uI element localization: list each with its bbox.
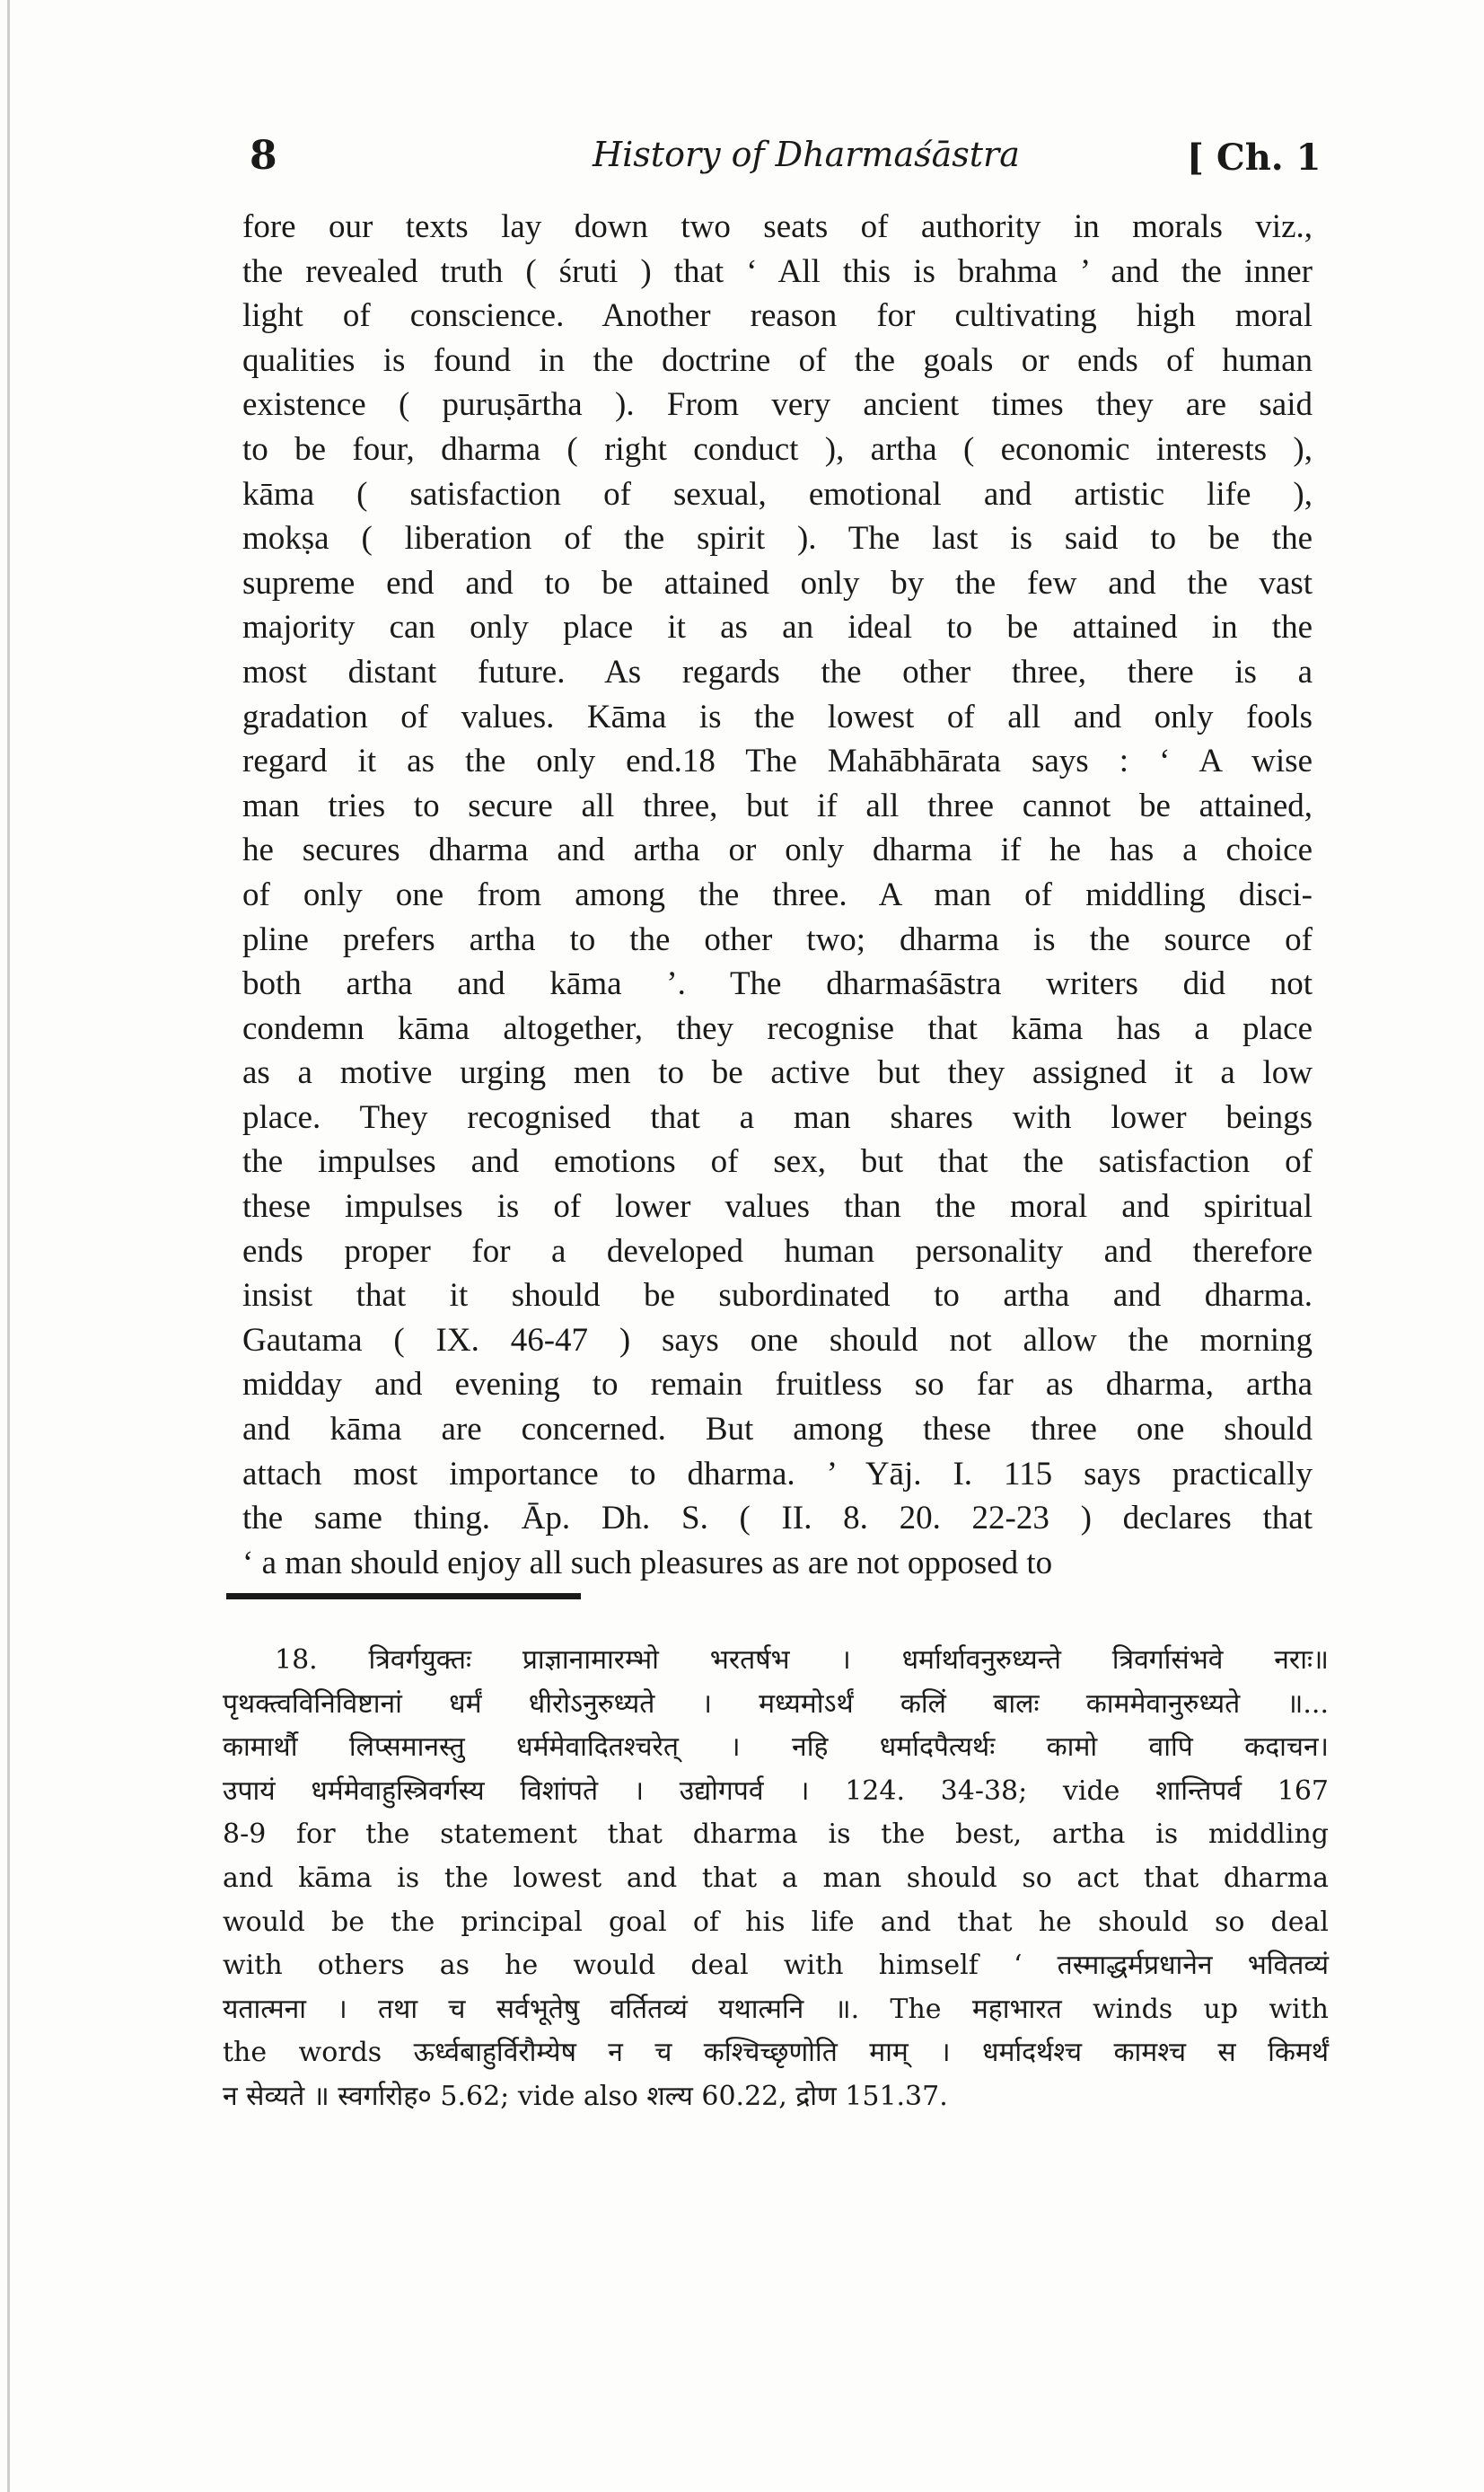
body-line: mokṣa ( liberation of the spirit ). The last is said to be the xyxy=(242,520,1313,558)
body-line: supreme end and to be attained only by the few and the vast xyxy=(242,564,1313,602)
body-line: the same thing. Āp. Dh. S. ( II. 8. 20. 22-23 ) declares that xyxy=(242,1500,1313,1537)
body-line: midday and evening to remain fruitless so far as dharma, artha xyxy=(242,1366,1313,1404)
footnote-line: 18. त्रिवर्गयुक्तः प्राज्ञानामारम्भो भरतर्षभ । धर्मार्थावनुरुध्यन्ते त्रिवर्गासंभवे नराः॥ xyxy=(275,1644,1329,1676)
body-line: condemn kāma altogether, they recognise that kāma has a place xyxy=(242,1009,1313,1047)
body-line: attach most importance to dharma. ’ Yāj. I. 115 says practically xyxy=(242,1455,1313,1493)
body-line: and kāma are concerned. But among these three one should xyxy=(242,1411,1313,1449)
footnote-line: 8-9 for the statement that dharma is the best, artha is middling xyxy=(223,1818,1329,1851)
footnote-line: न सेव्यते ॥ स्वर्गारोह० 5.62; vide also शल्य 60.22, द्रोण 151.37. xyxy=(223,2080,948,2112)
body-line: the impulses and emotions of sex, but that the satisfaction of xyxy=(242,1143,1313,1181)
body-line: these impulses is of lower values than the moral and spiritual xyxy=(242,1188,1313,1226)
footnote-line: यतात्मना । तथा च सर्वभूतेषु वर्तितव्यं यथात्मनि ॥. The महाभारत winds up with xyxy=(223,1993,1329,2025)
body-line: pline prefers artha to the other two; dharma is the source of xyxy=(242,920,1313,958)
body-line: he secures dharma and artha or only dharma if he has a choice xyxy=(242,832,1313,869)
body-line: light of conscience. Another reason for cultivating high moral xyxy=(242,297,1313,335)
body-line: ‘ a man should enjoy all such pleasures as are not opposed to xyxy=(242,1544,1053,1581)
footnote xyxy=(223,1639,1329,2119)
page-number: 8 xyxy=(250,133,277,179)
body-line: Gautama ( IX. 46-47 ) says one should not allow the morning xyxy=(242,1321,1313,1359)
footnote-line: and kāma is the lowest and that a man should so act that dharma xyxy=(223,1862,1329,1894)
body-line: man tries to secure all three, but if all three cannot be attained, xyxy=(242,787,1313,824)
body-line: the revealed truth ( śruti ) that ‘ All this is brahma ’ and the inner xyxy=(242,252,1313,290)
footnote-line: with others as he would deal with himself ‘ तस्माद्धर्मप्रधानेन भवितव्यं xyxy=(223,1950,1329,1982)
running-title: History of Dharmaśāstra xyxy=(593,135,1020,174)
footnote-line: कामार्थौ लिप्समानस्तु धर्ममेवादितश्चरेत् । नहि धर्मादपैत्यर्थः कामो वापि कदाचन। xyxy=(223,1731,1329,1764)
body-line: kāma ( satisfaction of sexual, emotional and artistic life ), xyxy=(242,475,1313,513)
body-line: existence ( puruṣārtha ). From very ancient times they are said xyxy=(242,386,1313,424)
footnote-line: पृथक्त्वविनिविष्टानां धर्मं धीरोऽनुरुध्यते । मध्यमोऽर्थं कलिं बालः काममेवानुरुध्यते ॥... xyxy=(223,1687,1329,1720)
body-line: regard it as the only end.18 The Mahābhārata says : ‘ A wise xyxy=(242,743,1313,780)
body-line: of only one from among the three. A man of middling disci- xyxy=(242,876,1313,913)
page-header xyxy=(0,133,1484,187)
body-line: most distant future. As regards the other three, there is a xyxy=(242,653,1313,691)
body-line: fore our texts lay down two seats of authority in morals viz., xyxy=(242,208,1313,245)
body-line: insist that it should be subordinated to artha and dharma. xyxy=(242,1277,1313,1315)
footnote-line: would be the principal goal of his life and that he should so deal xyxy=(223,1906,1329,1938)
body-line: as a motive urging men to be active but they assigned it a low xyxy=(242,1054,1313,1092)
body-text xyxy=(242,205,1313,1585)
body-line: place. They recognised that a man shares with lower beings xyxy=(242,1098,1313,1136)
footnote-line: उपायं धर्ममेवाहुस्त्रिवर्गस्य विशांपते । उद्योगपर्व । 124. 34-38; vide शान्तिपर्व 167 xyxy=(223,1774,1329,1807)
page-edge-rule xyxy=(7,0,10,2492)
body-line: both artha and kāma ’. The dharmaśāstra writers did not xyxy=(242,965,1313,1003)
body-line: gradation of values. Kāma is the lowest of all and only fools xyxy=(242,698,1313,735)
chapter-label: [ Ch. 1 xyxy=(1187,136,1322,179)
footnote-line: the words ऊर्ध्वबाहुर्विरौम्येष न च कश्चिच्छृणोति माम् । धर्मादर्थश्च कामश्च स किमर्थं xyxy=(223,2037,1329,2069)
body-line: to be four, dharma ( right conduct ), artha ( economic interests ), xyxy=(242,430,1313,468)
body-line: ends proper for a developed human personality and therefore xyxy=(242,1232,1313,1270)
body-line: majority can only place it as an ideal to be attained in the xyxy=(242,609,1313,647)
footnote-rule xyxy=(226,1593,581,1599)
body-line: qualities is found in the doctrine of the goals or ends of human xyxy=(242,341,1313,379)
